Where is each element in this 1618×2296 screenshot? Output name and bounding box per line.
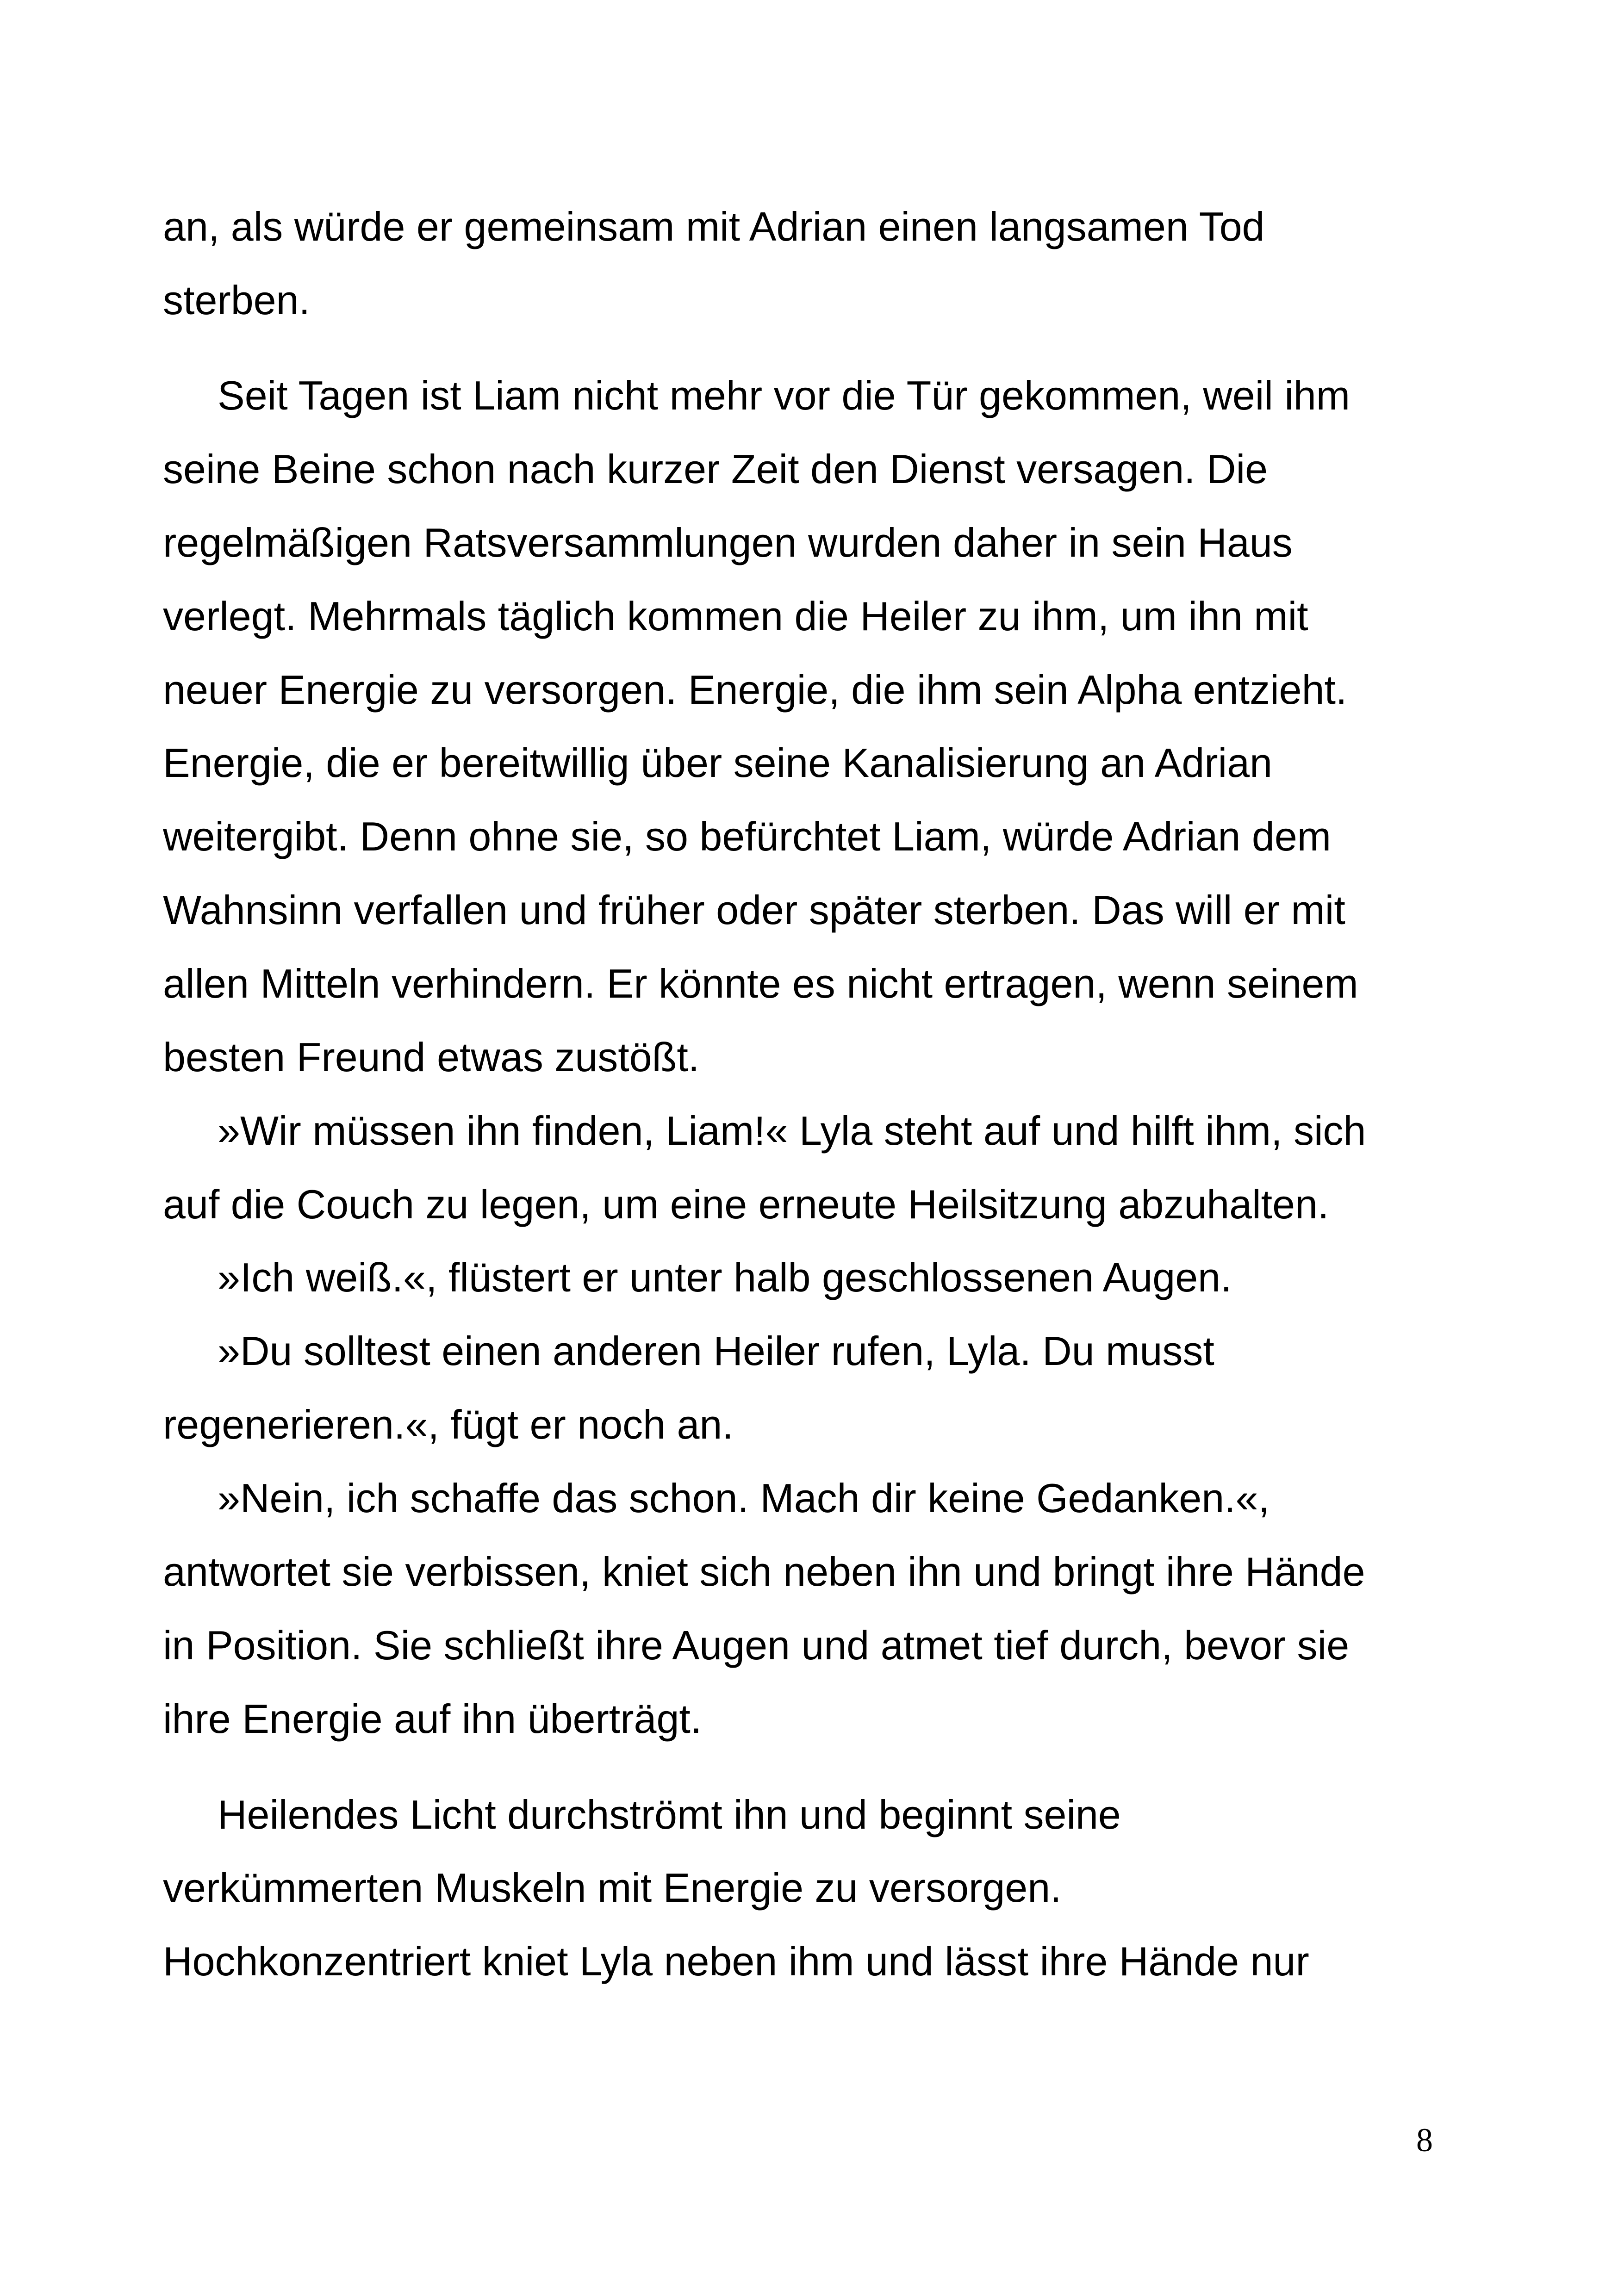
text-line: neuer Energie zu versorgen. Energie, die ihm sein Alpha entzieht. — [163, 667, 1347, 713]
text-line: Heilendes Licht durchströmt ihn und beginnt seine — [218, 1792, 1121, 1837]
text-line: sterben. — [163, 277, 310, 323]
text-line: Wahnsinn verfallen und früher oder später sterben. Das will er mit — [163, 887, 1345, 933]
text-line: seine Beine schon nach kurzer Zeit den Dienst versagen. Die — [163, 446, 1268, 492]
text-line: Energie, die er bereitwillig über seine Kanalisierung an Adrian — [163, 740, 1273, 786]
text-line: »Ich weiß.«, flüstert er unter halb geschlossenen Augen. — [218, 1254, 1232, 1300]
text-line: verlegt. Mehrmals täglich kommen die Heiler zu ihm, um ihn mit — [163, 593, 1308, 639]
text-line: verkümmerten Muskeln mit Energie zu versorgen. — [163, 1865, 1062, 1911]
text-line: in Position. Sie schließt ihre Augen und atmet tief durch, bevor sie — [163, 1622, 1350, 1668]
text-line: allen Mitteln verhindern. Er könnte es nicht ertragen, wenn seinem — [163, 961, 1358, 1006]
text-line: ihre Energie auf ihn überträgt. — [163, 1696, 702, 1742]
text-line: »Nein, ich schaffe das schon. Mach dir keine Gedanken.«, — [218, 1475, 1270, 1521]
text-line: »Du solltest einen anderen Heiler rufen, Lyla. Du musst — [218, 1328, 1214, 1374]
text-line: weitergibt. Denn ohne sie, so befürchtet Liam, würde Adrian dem — [163, 813, 1332, 859]
text-line: »Wir müssen ihn finden, Liam!« Lyla steht auf und hilft ihm, sich — [218, 1108, 1366, 1154]
text-line: regenerieren.«, fügt er noch an. — [163, 1402, 734, 1447]
text-line: Hochkonzentriert kniet Lyla neben ihm und lässt ihre Hände nur — [163, 1938, 1309, 1984]
text-line: besten Freund etwas zustößt. — [163, 1034, 700, 1080]
text-line: regelmäßigen Ratsversammlungen wurden daher in sein Haus — [163, 520, 1293, 565]
text-line: antwortet sie verbissen, kniet sich neben ihn und bringt ihre Hände — [163, 1549, 1365, 1595]
text-line: Seit Tagen ist Liam nicht mehr vor die Tür gekommen, weil ihm — [218, 372, 1350, 418]
text-line: auf die Couch zu legen, um eine erneute Heilsitzung abzuhalten. — [163, 1181, 1329, 1227]
text-line: an, als würde er gemeinsam mit Adrian einen langsamen Tod — [163, 204, 1265, 249]
page-number: 8 — [1416, 2122, 1433, 2159]
